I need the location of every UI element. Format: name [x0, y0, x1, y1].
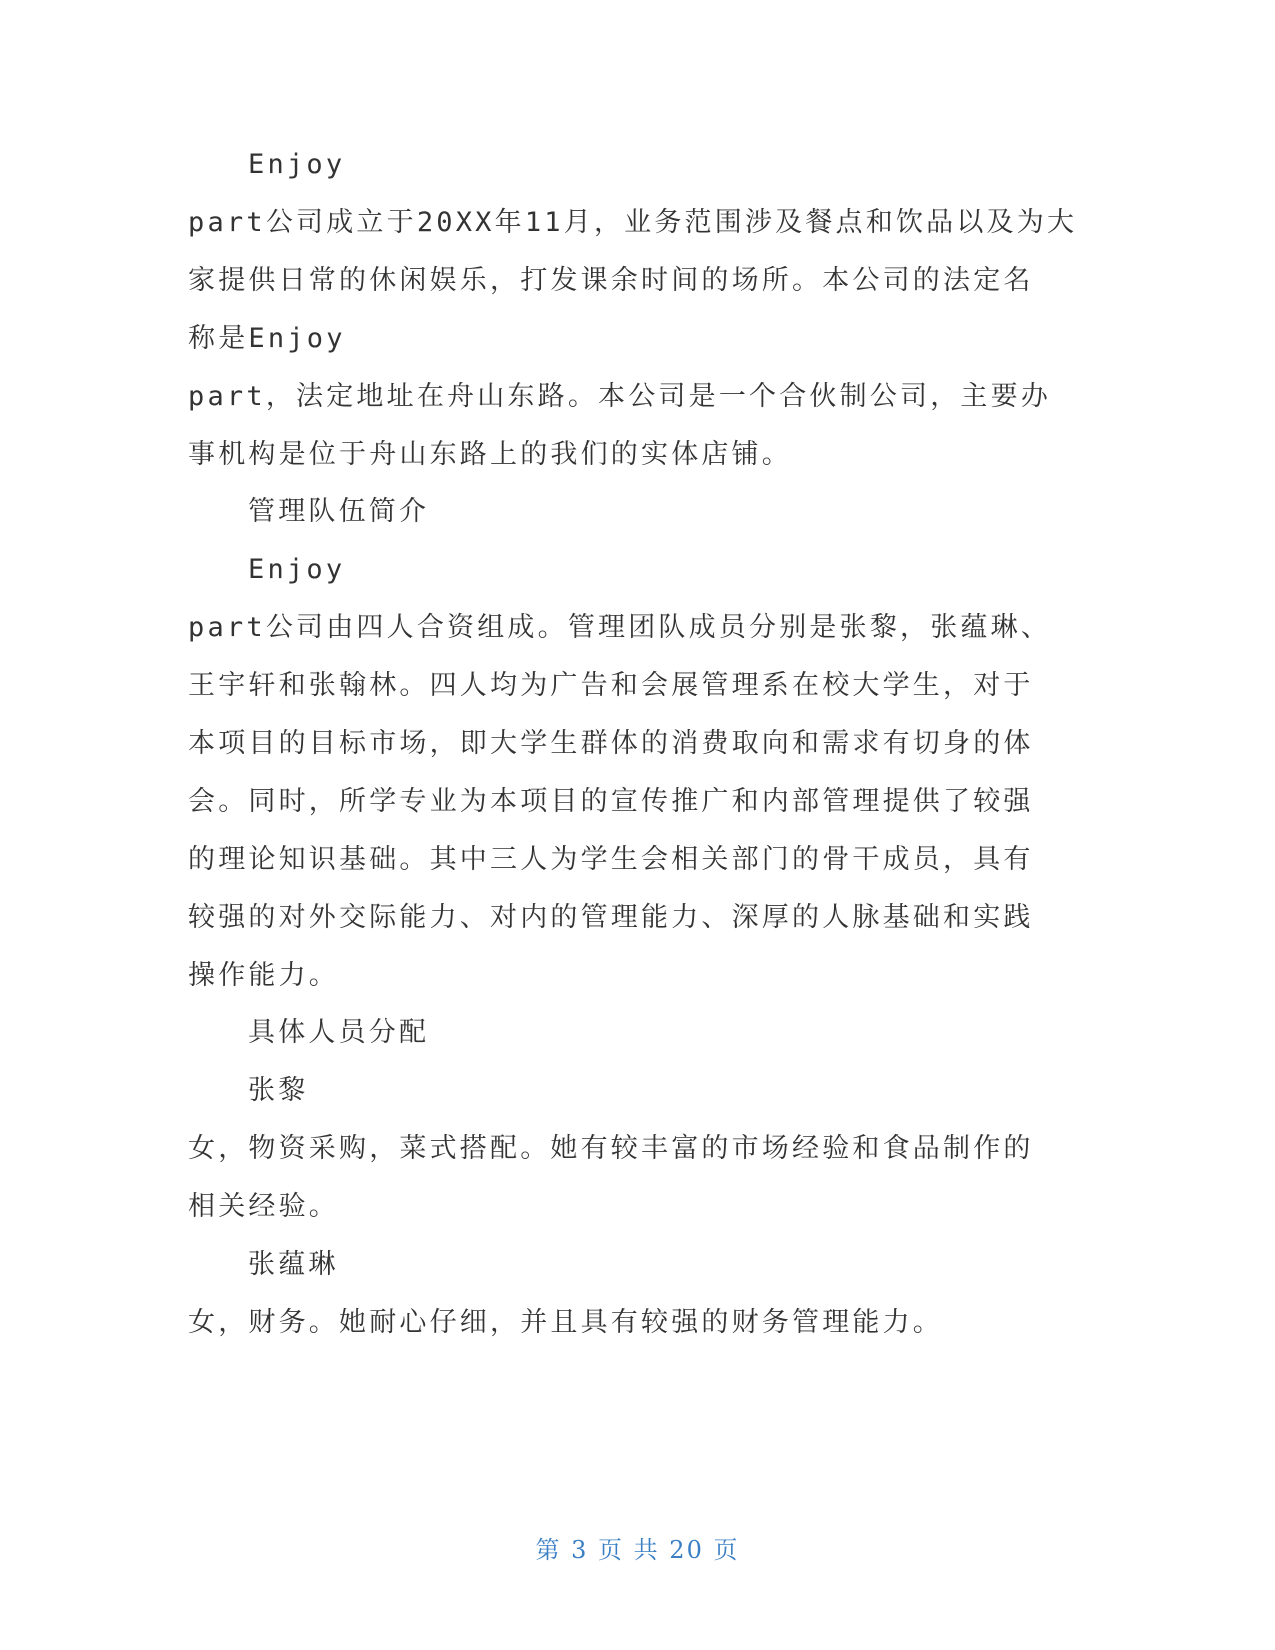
paragraph-line: 称是Enjoy — [188, 323, 346, 354]
paragraph-line: 事机构是位于舟山东路上的我们的实体店铺。 — [188, 439, 792, 470]
paragraph-line: part公司成立于20XX年11月，业务范围涉及餐点和饮品以及为大 — [188, 207, 1078, 238]
paragraph-line: 本项目的目标市场，即大学生群体的消费取向和需求有切身的体 — [188, 728, 1034, 759]
person-name: 张蕴琳 — [248, 1249, 339, 1280]
paragraph-line: 相关经验。 — [188, 1191, 339, 1222]
paragraph-line: 王宇轩和张翰林。四人均为广告和会展管理系在校大学生，对于 — [188, 670, 1034, 701]
paragraph-line: 女，财务。她耐心仔细，并且具有较强的财务管理能力。 — [188, 1307, 943, 1338]
paragraph-line: 较强的对外交际能力、对内的管理能力、深厚的人脉基础和实践 — [188, 902, 1034, 933]
paragraph-line: Enjoy — [248, 554, 346, 585]
paragraph-line: 的理论知识基础。其中三人为学生会相关部门的骨干成员，具有 — [188, 844, 1034, 875]
section-heading: 具体人员分配 — [248, 1017, 430, 1048]
paragraph-line: part公司由四人合资组成。管理团队成员分别是张黎，张蕴琳、 — [188, 612, 1052, 643]
section-heading: 管理队伍简介 — [248, 496, 430, 527]
page-number-footer: 第 3 页 共 20 页 — [535, 1536, 740, 1564]
paragraph-line: Enjoy — [248, 149, 346, 180]
paragraph-line: 操作能力。 — [188, 960, 339, 991]
paragraph-line: 女，物资采购，菜式搭配。她有较丰富的市场经验和食品制作的 — [188, 1133, 1034, 1164]
paragraph-line: part，法定地址在舟山东路。本公司是一个合伙制公司，主要办 — [188, 381, 1052, 412]
paragraph-line: 家提供日常的休闲娱乐，打发课余时间的场所。本公司的法定名 — [188, 265, 1034, 296]
person-name: 张黎 — [248, 1075, 309, 1106]
paragraph-line: 会。同时，所学专业为本项目的宣传推广和内部管理提供了较强 — [188, 786, 1034, 817]
